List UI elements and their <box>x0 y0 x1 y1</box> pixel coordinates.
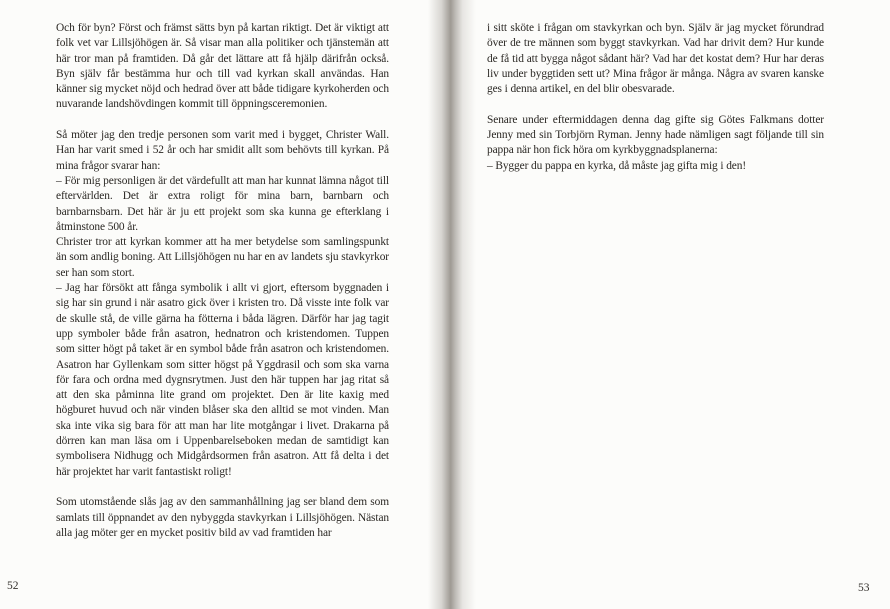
paragraph: Senare under eftermiddagen denna dag gifte sig Götes Falkmans dotter Jenny med sin Torbjörn Ryman. Jenny hade nämligen sagt följande till sin pappa när hon fick höra om kyrkbyggnadsplanerna: <box>487 113 824 157</box>
paragraph: i sitt sköte i frågan om stavkyrkan och byn. Själv är jag mycket förundrad över de tre männen som byggt stavkyrkan. Vad har drivit dem? Hur kunde de få tid att bygga något sådant här? Vad har det kostat dem? Hur har deras liv under byggtiden sett ut? Mina frågor är många. Några av svaren kanske ges i denna artikel, en del blir obesvarade. <box>487 22 824 96</box>
paragraph: Som utomstående slås jag av den sammanhållning jag ser bland dem som samlats till öppnandet av den nybyggda stavkyrkan i Lillsjöhögen. Nästan alla jag möter ger en mycket positiv bild av vad framtiden har <box>56 496 389 539</box>
paragraph: – Bygger du pappa en kyrka, då måste jag gifta mig i den! <box>487 159 747 172</box>
paragraph: – Jag har försökt att fånga symbolik i allt vi gjort, eftersom byggnaden i sig har sin grund i när asatro gick över i kristen tro. Då visste inte folk var de skulle stå, de ville gärna ha fötterna i båda lägren. Därför har jag tagit upp symboler både från asatron, hednatron och kristendomen. Tuppen som sitter högt på taket är en symbol både från asatron och kristendomen. Asatron har Gyllenkam som sitter högst på Yggdrasil och som ska varna för fara och ordna med dygnsrytmen. Just den här tuppen har jag ritat så att den ska påminna lite grand om projektet. Den är lite kaxig med högburet huvud och när vinden blåser ska den alltid se mot vinden. Man ska inte vika sig bara för att man har lite motgångar i livet. Drakarna på dörren kan man läsa om i Uppenbarelseboken medan de samtidigt kan symbolisera Nidhugg och Midgårdsormen från asatron. Att få delta i det här projektet har varit fantastiskt roligt! <box>56 282 389 478</box>
left-page-text-block <box>56 21 389 541</box>
paragraph: Så möter jag den tredje personen som varit med i bygget, Christer Wall. Han har varit smed i 52 år och har smidit allt som behövts till kyrkan. På mina frågor svarar han: <box>56 129 389 172</box>
paragraph: Och för byn? Först och främst sätts byn på kartan riktigt. Det är viktigt att folk vet var Lillsjöhögen är. Så visar man alla politiker och tjänstemän att här tror man på framtiden. Då går det lättare att få hjälp därifrån också. Byn själv får bestämma hur och till vad kyrkan skall användas. Han känner sig mycket nöjd och hedrad över att både tidigare kyrkoherden och nuvarande landshövdingen kommit till öppningsceremonien. <box>56 22 389 111</box>
right-page-text-block <box>487 21 824 174</box>
book-gutter-shadow <box>428 0 476 609</box>
page-number: 53 <box>858 582 870 594</box>
page-number: 52 <box>7 580 19 592</box>
paragraph: – För mig personligen är det värdefullt att man har kunnat lämna något till eftervärlden. Det är extra roligt för mina barn, barnbarn och barnbarnsbarn. Det här är ju ett projekt som ska kunna ge efterklang i åtminstone 500 år. <box>56 174 389 233</box>
paragraph: Christer tror att kyrkan kommer att ha mer betydelse som samlingspunkt än som andlig boning. Att Lillsjöhögen nu har en av landets sju stavkyrkor ser han som stort. <box>56 236 389 279</box>
